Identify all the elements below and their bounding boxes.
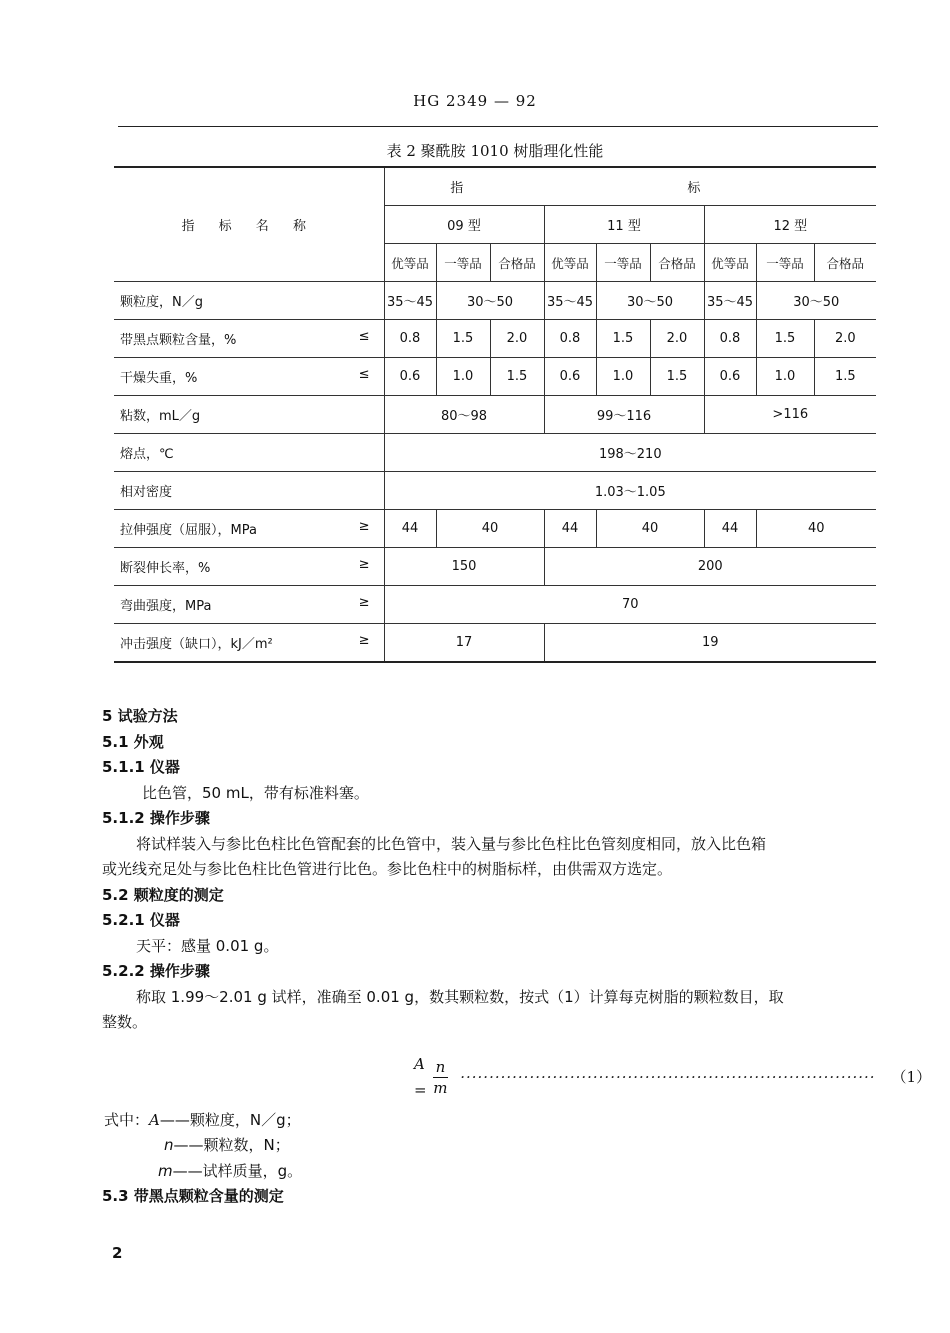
value-cell: 200 <box>544 548 876 586</box>
operator: ≥ <box>358 633 370 648</box>
row-name <box>114 586 384 624</box>
where-line <box>102 1159 872 1185</box>
operator: ≤ <box>358 367 370 382</box>
formula-1 <box>102 1048 932 1108</box>
value-cell: 99～116 <box>544 396 704 434</box>
row-name <box>114 358 384 396</box>
row-name-text: 断裂伸长率，% <box>120 561 211 576</box>
where-line <box>102 1133 872 1159</box>
page-number: 2 <box>112 1244 123 1262</box>
row-flexural <box>114 586 876 624</box>
paragraph: 整数。 <box>102 1013 148 1031</box>
value-cell: 1.5 <box>814 358 876 396</box>
operator: ≥ <box>358 595 370 610</box>
value-cell: 35～45 <box>704 282 756 320</box>
section-heading: 5.2.1 仪器 <box>102 911 180 929</box>
paragraph: 天平：感量 0.01 g。 <box>136 936 279 955</box>
type-11: 11 型 <box>544 206 704 244</box>
spec-table <box>114 166 876 663</box>
denominator: m <box>433 1079 448 1097</box>
symbol-desc: ——颗粒数，N； <box>173 1136 290 1154</box>
value-cell: 30～50 <box>756 282 876 320</box>
row-granularity <box>114 282 876 320</box>
name-header: 指 标 名 称 <box>114 167 384 282</box>
section-heading: 5.1 外观 <box>102 732 164 751</box>
value-cell: 0.8 <box>544 320 596 358</box>
symbol-desc: ——颗粒度，N／g； <box>159 1110 301 1129</box>
value-cell: 35～45 <box>544 282 596 320</box>
row-tensile <box>114 510 876 548</box>
page-header: HG 2349 — 92 <box>413 92 537 110</box>
fraction <box>433 1057 449 1098</box>
equation-number: （1） <box>891 1067 932 1086</box>
value-cell: 0.6 <box>544 358 596 396</box>
value-cell: 1.5 <box>650 358 704 396</box>
table-title: 表 2 聚酰胺 1010 树脂理化性能 <box>386 142 604 160</box>
operator: ≥ <box>358 519 370 534</box>
section-heading: 5.2.2 操作步骤 <box>102 962 210 980</box>
value-cell: 1.5 <box>490 358 544 396</box>
operator: ≤ <box>358 329 370 344</box>
row-elongation <box>114 548 876 586</box>
section-heading: 5.1.2 操作步骤 <box>102 809 210 827</box>
value-cell: 2.0 <box>650 320 704 358</box>
paragraph: 或光线充足处与参比色柱比色管进行比色。参比色柱中的树脂标样，由供需双方选定。 <box>102 860 673 878</box>
row-melting-point <box>114 434 876 472</box>
numerator: n <box>433 1057 449 1078</box>
row-name <box>114 282 384 320</box>
type-09: 09 型 <box>384 206 544 244</box>
symbol-desc: ——试样质量，g。 <box>172 1161 303 1180</box>
row-name <box>114 434 384 472</box>
row-name <box>114 624 384 663</box>
row-name <box>114 320 384 358</box>
value-cell: 40 <box>756 510 876 548</box>
row-density <box>114 472 876 510</box>
value-cell: 19 <box>544 624 876 663</box>
value-cell: 30～50 <box>596 282 704 320</box>
value-cell: 1.5 <box>596 320 650 358</box>
row-name-text: 带黑点颗粒含量，% <box>120 333 237 348</box>
value-cell: 1.5 <box>436 320 490 358</box>
grade-cell: 合格品 <box>814 244 876 282</box>
row-name-text: 粘数，mL／g <box>120 409 201 424</box>
row-name-text: 干燥失重，% <box>120 371 198 386</box>
row-viscosity <box>114 396 876 434</box>
body-text <box>102 700 932 1210</box>
value-cell: 0.6 <box>704 358 756 396</box>
value-cell: 0.6 <box>384 358 436 396</box>
value-cell: 0.8 <box>704 320 756 358</box>
value-cell: 40 <box>596 510 704 548</box>
row-drying-loss <box>114 358 876 396</box>
header-rule <box>118 126 878 127</box>
value-cell: 44 <box>544 510 596 548</box>
value-cell: 2.0 <box>490 320 544 358</box>
value-cell: 35～45 <box>384 282 436 320</box>
paragraph: 比色管，50 mL，带有标准料塞。 <box>142 783 369 802</box>
grade-cell: 一等品 <box>436 244 490 282</box>
value-cell: 30～50 <box>436 282 544 320</box>
grade-cell: 优等品 <box>384 244 436 282</box>
row-name <box>114 510 384 548</box>
value-cell: 44 <box>704 510 756 548</box>
index-header: 指 标 <box>384 167 876 206</box>
symbol: n <box>164 1136 174 1154</box>
value-cell: 80～98 <box>384 396 544 434</box>
row-name-text: 熔点，℃ <box>120 447 174 462</box>
row-name-text: 弯曲强度，MPa <box>120 599 212 614</box>
value-cell: 40 <box>436 510 544 548</box>
row-name <box>114 396 384 434</box>
section-heading: 5 试验方法 <box>102 707 178 725</box>
formula <box>414 1052 931 1103</box>
section-heading: 5.1.1 仪器 <box>102 758 180 776</box>
value-cell: >116 <box>704 396 876 434</box>
section-heading: 5.2 颗粒度的测定 <box>102 885 224 904</box>
grade-cell: 合格品 <box>650 244 704 282</box>
value-cell: 70 <box>384 586 876 624</box>
symbol: A <box>149 1110 160 1129</box>
row-name <box>114 548 384 586</box>
value-cell: 2.0 <box>814 320 876 358</box>
row-black-spot <box>114 320 876 358</box>
value-cell: 198～210 <box>384 434 876 472</box>
operator: ≥ <box>358 557 370 572</box>
grade-cell: 一等品 <box>596 244 650 282</box>
value-cell: 1.0 <box>436 358 490 396</box>
paragraph: 将试样装入与参比色柱比色管配套的比色管中，装入量与参比色柱比色管刻度相同，放入比色箱 <box>136 834 767 853</box>
where-line <box>102 1108 872 1134</box>
row-name-text: 颗粒度，N／g <box>120 295 203 310</box>
grade-cell: 优等品 <box>704 244 756 282</box>
row-name-text: 相对密度 <box>120 485 173 500</box>
row-impact <box>114 624 876 663</box>
value-cell: 44 <box>384 510 436 548</box>
row-name <box>114 472 384 510</box>
value-cell: 1.03～1.05 <box>384 472 876 510</box>
value-cell: 0.8 <box>384 320 436 358</box>
where-label: 式中： <box>104 1110 150 1129</box>
paragraph: 称取 1.99～2.01 g 试样，准确至 0.01 g，数其颗粒数，按式（1）计算每克树脂的颗粒数目，取 <box>136 987 784 1006</box>
value-cell: 1.5 <box>756 320 814 358</box>
symbol: m <box>158 1161 173 1180</box>
value-cell: 150 <box>384 548 544 586</box>
formula-lhs: A = <box>414 1055 427 1099</box>
row-name-text: 冲击强度（缺口），kJ／m² <box>120 637 273 652</box>
value-cell: 17 <box>384 624 544 663</box>
section-heading: 5.3 带黑点颗粒含量的测定 <box>102 1187 284 1205</box>
value-cell: 1.0 <box>596 358 650 396</box>
value-cell: 1.0 <box>756 358 814 396</box>
grade-cell: 合格品 <box>490 244 544 282</box>
grade-cell: 优等品 <box>544 244 596 282</box>
type-12: 12 型 <box>704 206 876 244</box>
grade-cell: 一等品 <box>756 244 814 282</box>
row-name-text: 拉伸强度（屈服），MPa <box>120 523 257 538</box>
leader-dots: ········································································ <box>460 1067 876 1086</box>
